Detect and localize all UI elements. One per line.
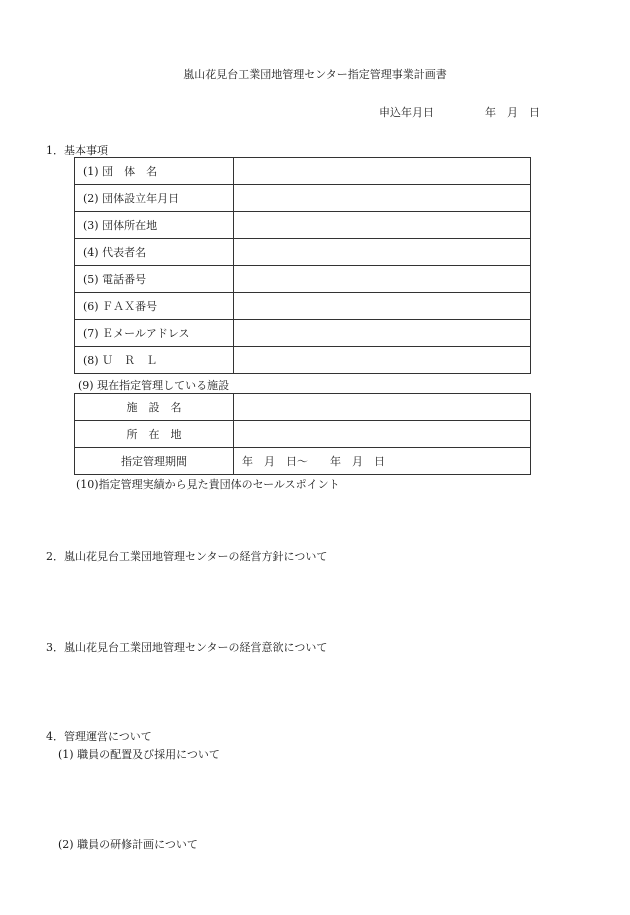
sales-point-label: (10)指定管理実績から見た貴団体のセールスポイント xyxy=(76,478,340,491)
organization-address-label: (3) 団体所在地 xyxy=(75,212,234,239)
table-row xyxy=(75,293,531,320)
basic-info-table xyxy=(74,157,531,374)
facility-heading: (9) 現在指定管理している施設 xyxy=(78,379,230,392)
organization-address-field[interactable] xyxy=(234,212,531,239)
representative-field[interactable] xyxy=(234,239,531,266)
section3-heading: 3．嵐山花見台工業団地管理センターの経営意欲について xyxy=(46,641,328,654)
facility-name-field[interactable] xyxy=(234,394,531,421)
facility-table xyxy=(74,393,531,475)
document-title: 嵐山花見台工業団地管理センター指定管理事業計画書 xyxy=(183,68,447,81)
facility-address-label: 所 在 地 xyxy=(75,421,234,448)
table-row xyxy=(75,448,531,475)
url-label: (8) Ｕ Ｒ Ｌ xyxy=(75,347,234,374)
management-period-field[interactable]: 年 月 日〜 年 月 日 xyxy=(234,448,531,475)
phone-label: (5) 電話番号 xyxy=(75,266,234,293)
management-period-label: 指定管理期間 xyxy=(75,448,234,475)
organization-name-label: (1) 団 体 名 xyxy=(75,158,234,185)
table-row xyxy=(75,266,531,293)
table-row xyxy=(75,185,531,212)
section4-sub1: (1) 職員の配置及び採用について xyxy=(58,748,220,761)
organization-name-field[interactable] xyxy=(234,158,531,185)
section4-sub2: (2) 職員の研修計画について xyxy=(58,838,198,851)
email-label: (7) Ｅメールアドレス xyxy=(75,320,234,347)
facility-address-field[interactable] xyxy=(234,421,531,448)
phone-field[interactable] xyxy=(234,266,531,293)
section2-heading: 2．嵐山花見台工業団地管理センターの経営方針について xyxy=(46,550,328,563)
fax-label: (6) ＦＡＸ番号 xyxy=(75,293,234,320)
table-row xyxy=(75,212,531,239)
url-field[interactable] xyxy=(234,347,531,374)
application-date-fill: 年 月 日 xyxy=(485,106,540,119)
facility-name-label: 施 設 名 xyxy=(75,394,234,421)
fax-field[interactable] xyxy=(234,293,531,320)
section4-heading: 4．管理運営について xyxy=(46,730,152,743)
application-date-label: 申込年月日 xyxy=(379,106,434,119)
table-row xyxy=(75,394,531,421)
table-row xyxy=(75,320,531,347)
established-date-label: (2) 団体設立年月日 xyxy=(75,185,234,212)
established-date-field[interactable] xyxy=(234,185,531,212)
table-row xyxy=(75,158,531,185)
section1-heading: 1．基本事項 xyxy=(46,144,108,157)
table-row xyxy=(75,421,531,448)
email-field[interactable] xyxy=(234,320,531,347)
table-row xyxy=(75,347,531,374)
representative-label: (4) 代表者名 xyxy=(75,239,234,266)
table-row xyxy=(75,239,531,266)
